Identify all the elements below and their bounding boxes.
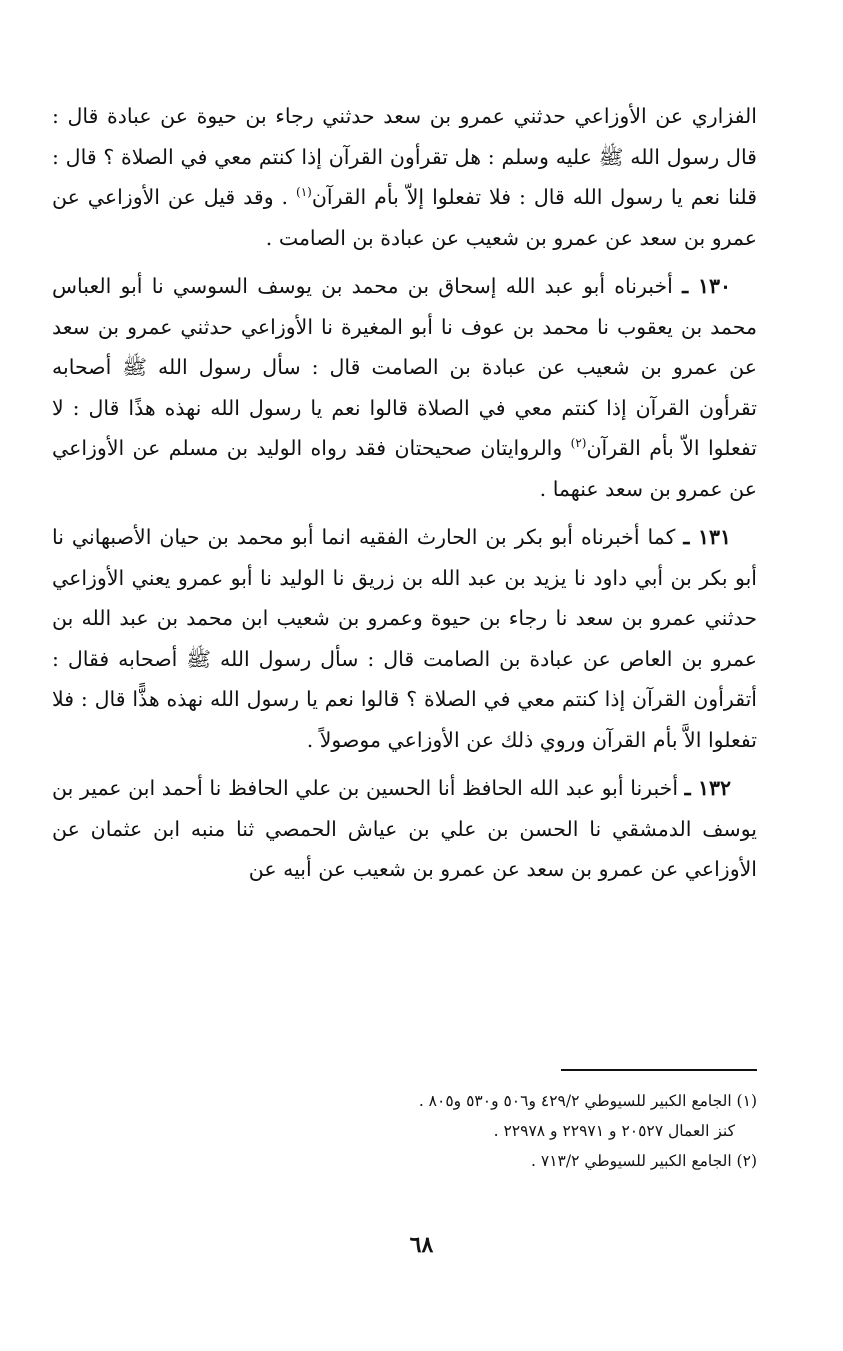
paragraph-tail: . وقد قيل عن الأوزاعي عن عمرو بن سعد عن عمرو بن شعيب عن عبادة بن الصامت . [52,185,757,250]
footnotes [200,1086,757,1176]
paragraph-132 [52,768,757,890]
paragraph-tail: والروايتان صحيحتان فقد رواه الوليد بن مسلم عن الأوزاعي عن عمرو بن سعد عنهما . [52,436,757,501]
hadith-number: ١٣١ ـ [683,525,731,549]
paragraph-text: الفزاري عن الأوزاعي حدثني عمرو بن سعد حدثني رجاء بن حيوة عن عبادة قال : قال رسول الله ﷺ عليه وسلم : هل تقرأون القرآن إذا كنتم معي في الصلاة ؟ قال : قلنا نعم يا رسول الله قال : فلا تفعلوا إلاّ بأم القرآن [52,104,757,209]
paragraph-text: أخبرناه أبو عبد الله إسحاق بن محمد بن يوسف السوسي نا أبو العباس محمد بن يعقوب نا محمد بن عوف نا أبو المغيرة نا الأوزاعي حدثني عمرو بن سعد عن عمرو بن شعيب عن عبادة بن الصامت قال : سأل رسول الله ﷺ أصحابه تقرأون القرآن إذا كنتم معي في الصلاة قالوا نعم يا رسول الله نهذه هذًا قال : لا تفعلوا الاّ بأم القرآن [52,274,757,460]
paragraph-continuation [52,96,757,258]
footnote-separator [561,1069,757,1071]
paragraph-text: أخبرنا أبو عبد الله الحافظ أنا الحسين بن علي الحافظ نا أحمد ابن عمير بن يوسف الدمشقي نا الحسن بن علي بن عياش الحمصي ثنا منبه ابن عثمان عن الأوزاعي عن عمرو بن سعد عن عمرو بن شعيب عن أبيه عن [52,776,757,881]
paragraph-131 [52,517,757,760]
hadith-number: ١٣٢ ـ [684,776,731,800]
page-number: ٦٨ [409,1232,434,1258]
footnote-ref: (١) [296,185,312,200]
paragraph-text: كما أخبرناه أبو بكر بن الحارث الفقيه انما أبو محمد بن حيان الأصبهاني نا أبو بكر بن أبي داود نا يزيد بن عبد الله بن زريق نا الوليد نا أبو عمرو يعني الأوزاعي حدثني عمرو بن سعد نا رجاء بن حيوة وعمرو بن شعيب ابن محمد بن عبد الله بن عمرو بن العاص عن عبادة بن الصامت قال : سأل رسول الله ﷺ أصحابه فقال : أتقرأون القرآن إذا كنتم معي في الصلاة ؟ قالوا نعم يا رسول الله نهذه هذًّا قال : فلا تفعلوا الاَّ بأم القرآن وروي ذلك عن الأوزاعي موصولاً . [52,525,757,752]
footnote-1-continuation: كنز العمال ٢٠٥٢٧ و ٢٢٩٧١ و ٢٢٩٧٨ . [493,1122,735,1140]
main-text [52,96,757,898]
footnote-ref: (٢) [570,436,587,451]
hadith-number: ١٣٠ ـ [682,274,731,298]
footnote-1: (١) الجامع الكبير للسيوطي ٤٢٩/٢ و٥٠٦ و٥٣٠ و٨٠٥ . [418,1092,757,1110]
footnote-2: (٢) الجامع الكبير للسيوطي ٧١٣/٢ . [531,1152,757,1170]
paragraph-130 [52,266,757,509]
